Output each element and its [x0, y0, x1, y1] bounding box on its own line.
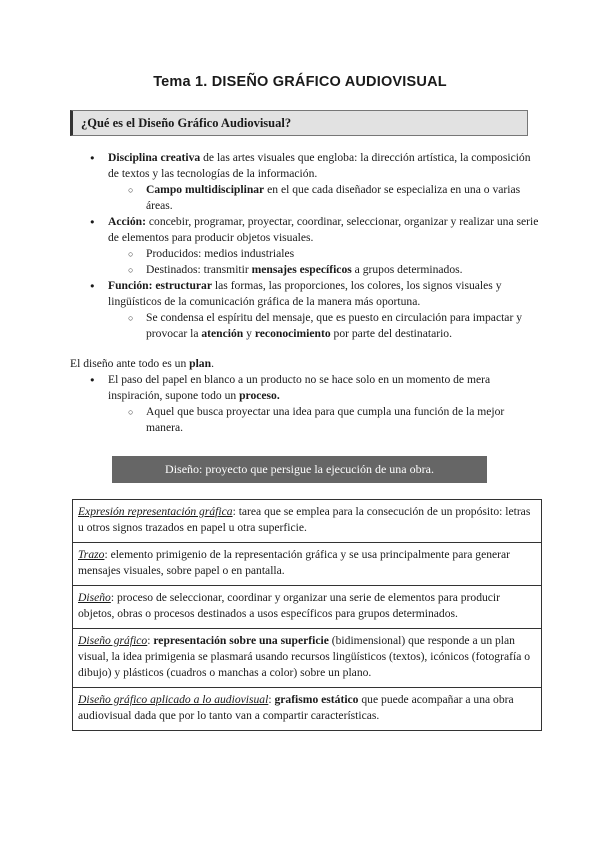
definition-text: tarea que se emplea para la consecución de un propósito: letras u otros signos trazados en papel u otra superficie. — [78, 505, 531, 534]
sub-list-item — [70, 310, 540, 342]
definition-term: Diseño — [78, 591, 111, 604]
definition-cell — [73, 629, 542, 688]
definition-term: Expresión representación gráfica — [78, 505, 233, 518]
bullet-bold: Acción: — [108, 215, 146, 228]
bullet-list — [70, 150, 540, 342]
definition-sep: : — [104, 548, 111, 561]
definition-text: (bidimensional) que responde a un plan visual, la idea primigenia se plasmará usando recursos lingüísticos (textos), icónicos (fotografía o dibujo) y plásticos (cuadros o manchas a color) sobre un plano. — [78, 634, 531, 679]
list-item — [70, 278, 540, 342]
section-heading: ¿Qué es el Diseño Gráfico Audiovisual? — [70, 110, 528, 136]
bullet-bold: Disciplina creativa — [108, 151, 201, 164]
sub-list — [108, 182, 540, 214]
definition-cell — [73, 586, 542, 629]
bullet-text: El paso del papel en blanco a un producto no se hace solo en un momento de mera inspiración, supone todo un — [108, 373, 491, 402]
sub-text: y — [243, 327, 255, 340]
definition-text: proceso de seleccionar, coordinar y organizar una serie de elementos para producir objetos, obras o procesos destinados a usos específicos para grupos determinados. — [78, 591, 501, 620]
table-row — [73, 629, 542, 688]
definition-cell — [73, 688, 542, 731]
sub-text: Se condensa el espíritu del mensaje, que es puesto en circulación para impactar y provocar la — [146, 311, 523, 340]
plan-bold: plan — [189, 357, 212, 370]
plan-text: . — [211, 357, 214, 370]
bullet-bold: Función: estructurar — [108, 279, 213, 292]
page-title: Tema 1. DISEÑO GRÁFICO AUDIOVISUAL — [153, 74, 447, 90]
main-content — [70, 150, 540, 436]
bullet-text: concebir, programar, proyectar, coordinar, seleccionar, organizar y realizar una serie de elementos para producir objetos visuales. — [108, 215, 539, 244]
table-row — [73, 586, 542, 629]
list-item — [70, 372, 540, 436]
sub-text: Destinados: transmitir — [146, 263, 252, 276]
definition-bold: grafismo estático — [274, 693, 359, 706]
definition-cell — [73, 500, 542, 543]
definition-sep: : — [147, 634, 154, 647]
sub-bold: Campo multidisciplinar — [146, 183, 265, 196]
table-row — [73, 500, 542, 543]
definition-cell — [73, 543, 542, 586]
sub-bold: atención — [201, 327, 244, 340]
sub-text: Aquel que busca proyectar una idea para que cumpla una función de la mejor manera. — [146, 405, 505, 434]
sub-list-item — [70, 182, 540, 214]
definition-text: elemento primigenio de la representación gráfica y se usa principalmente para generar mensajes visuales, sobre papel o en pantalla. — [78, 548, 511, 577]
definition-term: Diseño gráfico aplicado a lo audiovisual — [78, 693, 269, 706]
definition-term: Trazo — [78, 548, 105, 561]
sub-text: a grupos determinados. — [351, 263, 463, 276]
highlight-box: Diseño: proyecto que persigue la ejecución de una obra. — [112, 456, 487, 483]
bullet-text: las formas, las proporciones, los colores, los signos visuales y lingüísticos de la comunicación gráfica de la manera más oportuna. — [108, 279, 502, 308]
definition-bold: representación sobre una superficie — [153, 634, 329, 647]
sub-bold: mensajes específicos — [251, 263, 352, 276]
sub-list-item — [70, 246, 540, 262]
sub-text: por parte del destinatario. — [330, 327, 452, 340]
plan-text: El diseño ante todo es un — [70, 357, 190, 370]
sub-list-item — [70, 262, 540, 278]
plan-paragraph — [70, 356, 540, 372]
definition-text: que puede acompañar a una obra audiovisual dada que por lo tanto van a compartir características. — [78, 693, 514, 722]
definition-sep: : — [110, 591, 117, 604]
sub-list — [108, 246, 540, 278]
sub-text: Producidos: medios industriales — [146, 247, 295, 260]
definitions-table — [72, 499, 542, 731]
list-item — [70, 150, 540, 214]
definition-sep: : — [232, 505, 239, 518]
list-item — [70, 214, 540, 278]
sub-text: en el que cada diseñador se especializa en una o varias áreas. — [146, 183, 521, 212]
table-row — [73, 543, 542, 586]
sub-list-item — [70, 404, 540, 436]
sub-list — [108, 404, 540, 436]
sub-bold: reconocimiento — [254, 327, 331, 340]
bullet-bold: proceso. — [239, 389, 280, 402]
definition-sep: : — [268, 693, 275, 706]
table-row — [73, 688, 542, 731]
plan-list — [70, 372, 540, 436]
bullet-text: de las artes visuales que engloba: la dirección artística, la composición de textos y las tecnologías de la información. — [108, 151, 531, 180]
sub-list — [108, 310, 540, 342]
definition-term: Diseño gráfico — [78, 634, 148, 647]
